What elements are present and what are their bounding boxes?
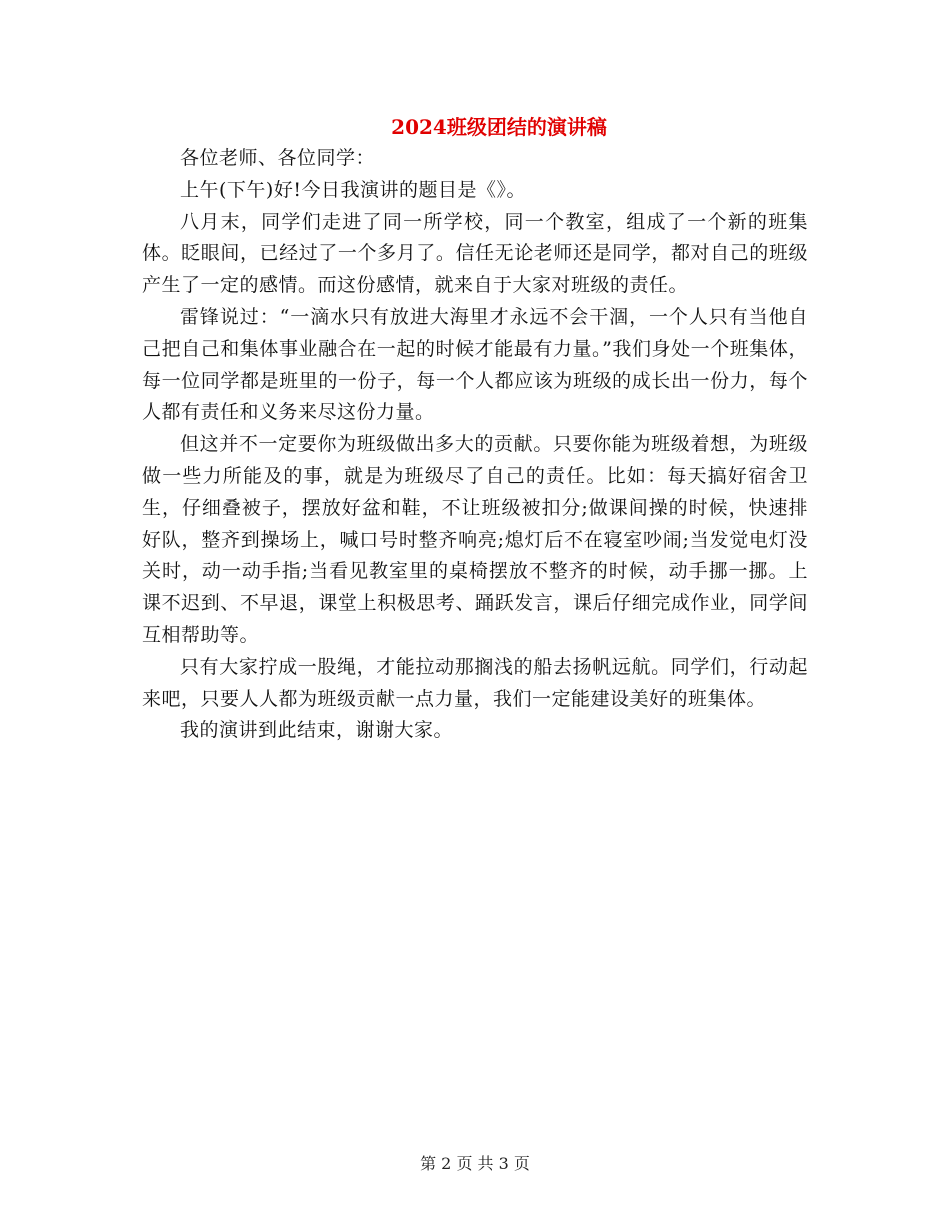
paragraph-intro: 八月末，同学们走进了同一所学校，同一个教室，组成了一个新的班集体。眨眼间，已经过了一个多月了。信任无论老师还是同学，都对自己的班级产生了一定的感情。而这份感情，就来自于大家对班级的责任。: [142, 210, 808, 297]
paragraph-examples: 但这并不一定要你为班级做出多大的贡献。只要你能为班级着想，为班级做一些力所能及的事，就是为班级尽了自己的责任。比如：每天搞好宿舍卫生，仔细叠被子，摆放好盆和鞋，不让班级被扣分;做课间操的时候，快速排好队，整齐到操场上，喊口号时整齐响亮;熄灯后不在寝室吵闹;当发觉电灯没关时，动一动手指;当看见教室里的桌椅摆放不整齐的时候，动手挪一挪。上课不迟到、不早退，课堂上积极思考、踊跃发言，课后仔细完成作业，同学间互相帮助等。: [142, 433, 808, 646]
page-footer: [0, 1152, 950, 1176]
paragraph-opening: 上午(下午)好!今日我演讲的题目是《》。: [180, 178, 526, 201]
paragraph-call-to-action: 只有大家拧成一股绳，才能拉动那搁浅的船去扬帆远航。同学们，行动起来吧，只要人人都为班级贡献一点力量，我们一定能建设美好的班集体。: [142, 655, 808, 710]
paragraph-greeting: 各位老师、各位同学：: [180, 147, 376, 169]
paragraph-closing: 我的演讲到此结束，谢谢大家。: [180, 719, 454, 742]
document-body: [142, 143, 808, 747]
page-number: 第 2 页 共 3 页: [420, 1154, 530, 1173]
paragraph-quote: 雷锋说过：“一滴水只有放进大海里才永远不会干涸，一个人只有当他自己把自己和集体事业融合在一起的时候才能最有力量。”我们身处一个班集体，每一位同学都是班里的一份子，每一个人都应该为班级的成长出一份力，每个人都有责任和义务来尽这份力量。: [142, 305, 808, 424]
document-title: 2024班级团结的演讲稿: [391, 115, 607, 139]
